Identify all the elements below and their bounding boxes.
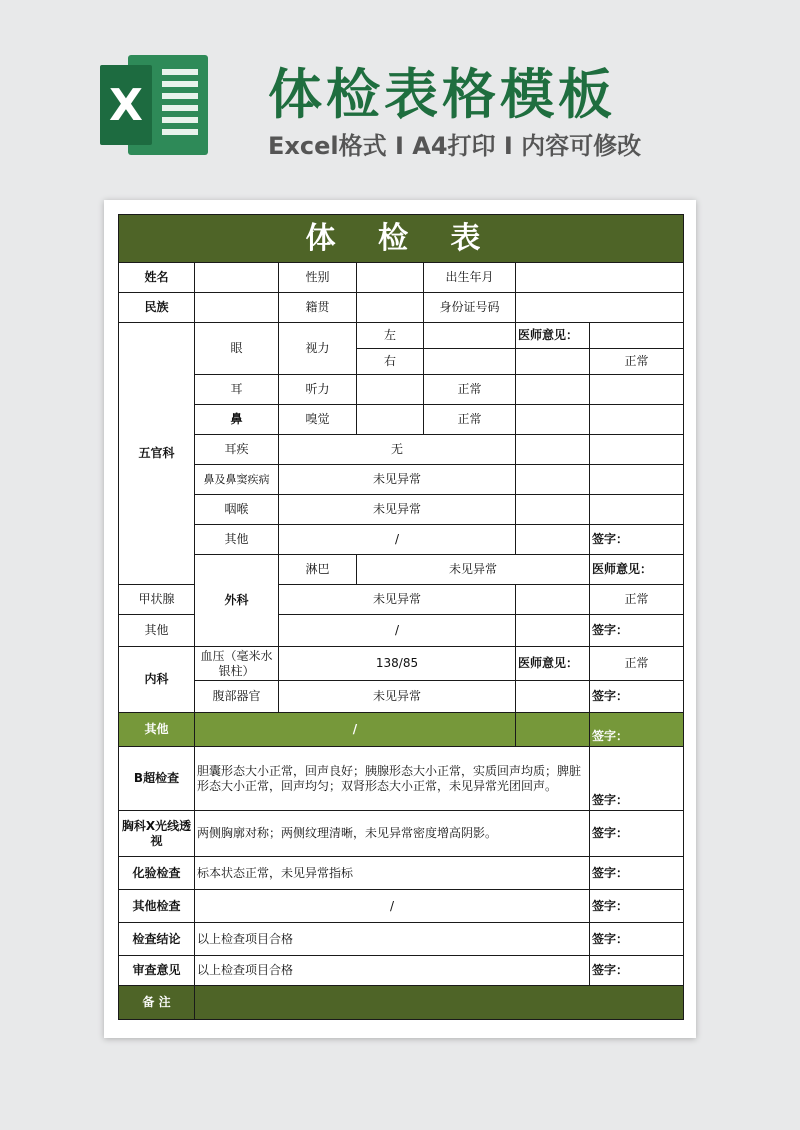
- remarks-field[interactable]: [195, 986, 684, 1020]
- ent-opinion-value: 正常: [590, 349, 684, 375]
- id-label: 身份证号码: [424, 293, 516, 323]
- exam-value: /: [195, 890, 590, 923]
- id-field[interactable]: [516, 293, 684, 323]
- health-check-form: [118, 214, 684, 1020]
- other-row-value: /: [195, 713, 516, 747]
- name-label: 姓名: [119, 263, 195, 293]
- birth-label: 出生年月: [424, 263, 516, 293]
- abdomen-value: 未见异常: [279, 681, 516, 713]
- page-header: [0, 0, 800, 190]
- exam-sign: 签字：: [590, 956, 684, 986]
- surgery-section-label: 外科: [195, 555, 279, 647]
- thyroid-label: 甲状腺: [119, 585, 195, 615]
- abdomen-label: 腹部器官: [195, 681, 279, 713]
- exam-sign: 签字：: [590, 923, 684, 956]
- exam-label: 胸科X光线透视: [119, 811, 195, 857]
- ear-disease-value: 无: [279, 435, 516, 465]
- lymph-value: 未见异常: [357, 555, 590, 585]
- exam-label: 其他检查: [119, 890, 195, 923]
- name-field[interactable]: [195, 263, 279, 293]
- exam-sign: 签字：: [590, 890, 684, 923]
- vision-left-field[interactable]: [424, 323, 516, 349]
- throat-label: 咽喉: [195, 495, 279, 525]
- smell-value: 正常: [424, 405, 516, 435]
- ent-opinion-field[interactable]: [590, 323, 684, 349]
- nose-label: 鼻: [195, 405, 279, 435]
- hearing-label: 听力: [279, 375, 357, 405]
- internal-opinion-value: 正常: [590, 647, 684, 681]
- exam-label: 检查结论: [119, 923, 195, 956]
- excel-x-badge: X: [100, 65, 152, 145]
- gender-field[interactable]: [357, 263, 424, 293]
- vision-left-label: 左: [357, 323, 424, 349]
- native-label: 籍贯: [279, 293, 357, 323]
- ethnic-field[interactable]: [195, 293, 279, 323]
- smell-label: 嗅觉: [279, 405, 357, 435]
- vision-label: 视力: [279, 323, 357, 375]
- exam-label: B超检查: [119, 747, 195, 811]
- exam-sign: 签字：: [590, 747, 684, 811]
- surgery-opinion-value: 正常: [590, 585, 684, 615]
- ent-section-label: 五官科: [119, 323, 195, 585]
- exam-value: 两侧胸廓对称；两侧纹理清晰，未见异常密度增高阴影。: [195, 811, 590, 857]
- exam-value: 以上检查项目合格: [195, 923, 590, 956]
- exam-value: 胆囊形态大小正常，回声良好；胰腺形态大小正常，实质回声均质；脾脏形态大小正常，回声均匀；双肾形态大小正常，未见异常光团回声。: [195, 747, 590, 811]
- surgery-doctor-opinion-label: 医师意见：: [590, 555, 684, 585]
- surgery-sign-label: 签字：: [590, 615, 684, 647]
- surgery-other-label: 其他: [119, 615, 195, 647]
- eye-label: 眼: [195, 323, 279, 375]
- ent-other-value: /: [279, 525, 516, 555]
- remarks-label: 备 注: [119, 986, 195, 1020]
- nasal-value: 未见异常: [279, 465, 516, 495]
- exam-sign: 签字：: [590, 811, 684, 857]
- internal-sign-label: 签字：: [590, 681, 684, 713]
- other-row-sign: 签字：: [590, 713, 684, 747]
- page-title: 体检表格模板: [268, 63, 616, 126]
- birth-field[interactable]: [516, 263, 684, 293]
- internal-doctor-opinion-label: 医师意见：: [516, 647, 590, 681]
- ethnic-label: 民族: [119, 293, 195, 323]
- ear-disease-label: 耳疾: [195, 435, 279, 465]
- ear-label: 耳: [195, 375, 279, 405]
- ent-doctor-opinion-label: 医师意见：: [516, 323, 590, 349]
- lymph-label: 淋巴: [279, 555, 357, 585]
- gender-label: 性别: [279, 263, 357, 293]
- exam-label: 化验检查: [119, 857, 195, 890]
- vision-right-field[interactable]: [424, 349, 516, 375]
- exam-label: 审查意见: [119, 956, 195, 986]
- other-row-label: 其他: [119, 713, 195, 747]
- page-subtitle: Excel格式 I A4打印 I 内容可修改: [268, 132, 642, 160]
- ent-other-label: 其他: [195, 525, 279, 555]
- native-field[interactable]: [357, 293, 424, 323]
- bp-value: 138/85: [279, 647, 516, 681]
- excel-icon: [100, 55, 210, 155]
- throat-value: 未见异常: [279, 495, 516, 525]
- form-title: 体 检 表: [119, 215, 684, 263]
- exam-sign: 签字：: [590, 857, 684, 890]
- bp-label: 血压（毫米水银柱）: [195, 647, 279, 681]
- internal-section-label: 内科: [119, 647, 195, 713]
- thyroid-value: 未见异常: [279, 585, 516, 615]
- surgery-other-value: /: [279, 615, 516, 647]
- ent-sign-label: 签字：: [590, 525, 684, 555]
- exam-value: 以上检查项目合格: [195, 956, 590, 986]
- exam-value: 标本状态正常，未见异常指标: [195, 857, 590, 890]
- vision-right-label: 右: [357, 349, 424, 375]
- hearing-value: 正常: [424, 375, 516, 405]
- nasal-label: 鼻及鼻窦疾病: [195, 465, 279, 495]
